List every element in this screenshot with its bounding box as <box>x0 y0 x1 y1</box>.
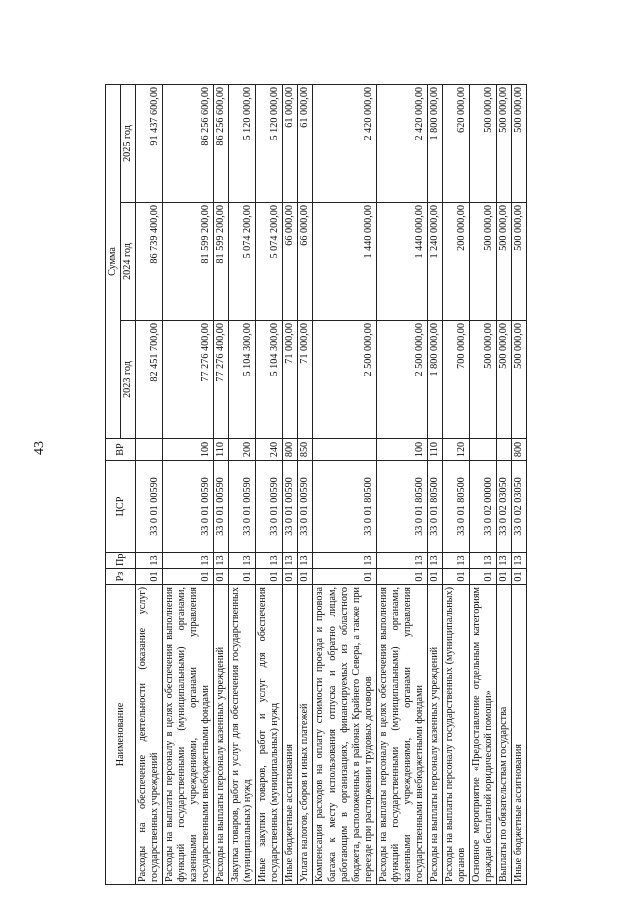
cell-name: Уплата налогов, сборов и иных платежей <box>298 585 313 885</box>
cell-vr <box>496 439 511 461</box>
cell-2023: 71 000,00 <box>283 321 298 439</box>
cell-2024: 5 074 200,00 <box>256 203 283 321</box>
rotated-page-content <box>105 85 575 885</box>
cell-vr: 110 <box>427 439 442 461</box>
cell-2025: 86 256 600,00 <box>163 84 214 202</box>
cell-vr: 800 <box>283 439 298 461</box>
cell-rz: 01 <box>496 569 511 585</box>
cell-rz: 01 <box>214 569 229 585</box>
table-header <box>106 84 136 884</box>
table-row <box>283 84 298 884</box>
cell-2023: 500 000,00 <box>469 321 496 439</box>
cell-rz: 01 <box>163 569 214 585</box>
table-row <box>163 84 214 884</box>
cell-2025: 5 120 000,00 <box>229 84 256 202</box>
cell-csr: 33 0 01 00590 <box>298 461 313 553</box>
table-row <box>214 84 229 884</box>
header-2023: 2023 год <box>121 321 136 439</box>
cell-name: Иные закупки товаров, работ и услуг для обеспечения государственных (муниципальных) нужд <box>256 585 283 885</box>
cell-2024: 500 000,00 <box>511 203 526 321</box>
cell-rz: 01 <box>229 569 256 585</box>
cell-name: Иные бюджетные ассигнования <box>283 585 298 885</box>
cell-2025: 61 000,00 <box>283 84 298 202</box>
cell-vr: 100 <box>376 439 427 461</box>
header-vr: ВР <box>106 439 136 461</box>
cell-pr: 13 <box>313 553 376 569</box>
cell-pr: 13 <box>256 553 283 569</box>
cell-name: Расходы на выплаты персоналу казенных учреждений <box>427 585 442 885</box>
cell-name: Расходы на выплаты персоналу в целях обеспечения выполнения функций государственными (муниципальными) органами, казенными учреждениями, органами управления государственными внебюджетными фондами <box>163 585 214 885</box>
cell-2025: 500 000,00 <box>469 84 496 202</box>
cell-2023: 1 800 000,00 <box>427 321 442 439</box>
table-body <box>136 84 527 884</box>
cell-2025: 2 420 000,00 <box>313 84 376 202</box>
cell-2023: 71 000,00 <box>298 321 313 439</box>
header-csr: ЦСР <box>106 461 136 553</box>
cell-2025: 86 256 600,00 <box>214 84 229 202</box>
cell-csr: 33 0 01 80500 <box>376 461 427 553</box>
cell-2025: 61 000,00 <box>298 84 313 202</box>
cell-2023: 500 000,00 <box>496 321 511 439</box>
cell-2023: 700 000,00 <box>442 321 469 439</box>
cell-2024: 81 599 200,00 <box>214 203 229 321</box>
cell-csr: 33 0 01 00590 <box>229 461 256 553</box>
cell-rz: 01 <box>511 569 526 585</box>
header-2024: 2024 год <box>121 203 136 321</box>
cell-name: Расходы на выплаты персоналу в целях обеспечения выполнения функций государственными (муниципальными) органами, казенными учреждениями, органами управления государственными внебюджетными фондами <box>376 585 427 885</box>
cell-pr: 13 <box>229 553 256 569</box>
cell-vr <box>313 439 376 461</box>
cell-pr: 13 <box>163 553 214 569</box>
cell-vr: 110 <box>214 439 229 461</box>
cell-name: Основное мероприятие «Предоставление отдельным категориям граждан бесплатной юридической помощи» <box>469 585 496 885</box>
cell-2025: 2 420 000,00 <box>376 84 427 202</box>
table-row <box>313 84 376 884</box>
cell-2025: 500 000,00 <box>496 84 511 202</box>
cell-csr: 33 0 01 00590 <box>163 461 214 553</box>
header-2025: 2025 год <box>121 84 136 202</box>
cell-2023: 77 276 400,00 <box>163 321 214 439</box>
cell-2024: 86 739 400,00 <box>136 203 163 321</box>
cell-2023: 82 451 700,00 <box>136 321 163 439</box>
cell-vr <box>136 439 163 461</box>
header-sum: Сумма <box>106 84 121 438</box>
cell-csr: 33 0 01 80500 <box>442 461 469 553</box>
cell-pr: 13 <box>469 553 496 569</box>
cell-csr: 33 0 01 00590 <box>214 461 229 553</box>
cell-pr: 13 <box>496 553 511 569</box>
cell-2024: 66 000,00 <box>298 203 313 321</box>
cell-2023: 77 276 400,00 <box>214 321 229 439</box>
cell-2024: 5 074 200,00 <box>229 203 256 321</box>
cell-vr: 120 <box>442 439 469 461</box>
cell-2025: 91 437 600,00 <box>136 84 163 202</box>
cell-vr: 800 <box>511 439 526 461</box>
page-number: 43 <box>32 441 47 455</box>
cell-pr: 13 <box>376 553 427 569</box>
cell-name: Выплаты по обязательствам государства <box>496 585 511 885</box>
cell-rz: 01 <box>298 569 313 585</box>
cell-rz: 01 <box>442 569 469 585</box>
table-row <box>256 84 283 884</box>
table-row <box>427 84 442 884</box>
cell-2024: 66 000,00 <box>283 203 298 321</box>
cell-csr: 33 0 01 80500 <box>313 461 376 553</box>
table-row <box>496 84 511 884</box>
cell-2023: 2 500 000,00 <box>313 321 376 439</box>
cell-vr: 100 <box>163 439 214 461</box>
cell-pr: 13 <box>136 553 163 569</box>
cell-2024: 500 000,00 <box>469 203 496 321</box>
cell-vr <box>469 439 496 461</box>
cell-name: Иные бюджетные ассигнования <box>511 585 526 885</box>
cell-pr: 13 <box>283 553 298 569</box>
cell-csr: 33 0 01 00590 <box>256 461 283 553</box>
cell-2025: 500 000,00 <box>511 84 526 202</box>
cell-csr: 33 0 01 80500 <box>427 461 442 553</box>
cell-2024: 1 240 000,00 <box>427 203 442 321</box>
cell-name: Расходы на выплаты персоналу казенных учреждений <box>214 585 229 885</box>
cell-rz: 01 <box>313 569 376 585</box>
cell-2025: 5 120 000,00 <box>256 84 283 202</box>
table-row <box>376 84 427 884</box>
cell-2023: 5 104 300,00 <box>229 321 256 439</box>
table-row <box>442 84 469 884</box>
cell-rz: 01 <box>376 569 427 585</box>
cell-2024: 81 599 200,00 <box>163 203 214 321</box>
cell-2025: 1 800 000,00 <box>427 84 442 202</box>
cell-2023: 5 104 300,00 <box>256 321 283 439</box>
cell-rz: 01 <box>136 569 163 585</box>
cell-csr: 33 0 02 00000 <box>469 461 496 553</box>
cell-rz: 01 <box>283 569 298 585</box>
cell-csr: 33 0 01 00590 <box>136 461 163 553</box>
header-name: Наименование <box>106 585 136 885</box>
cell-2024: 200 000,00 <box>442 203 469 321</box>
cell-vr: 240 <box>256 439 283 461</box>
table-row <box>229 84 256 884</box>
cell-csr: 33 0 02 03050 <box>511 461 526 553</box>
cell-name: Закупка товаров, работ и услуг для обеспечения государственных (муниципальных) нужд <box>229 585 256 885</box>
cell-vr: 200 <box>229 439 256 461</box>
budget-table <box>105 84 527 885</box>
cell-rz: 01 <box>469 569 496 585</box>
cell-pr: 13 <box>427 553 442 569</box>
cell-csr: 33 0 02 03050 <box>496 461 511 553</box>
cell-2024: 1 440 000,00 <box>376 203 427 321</box>
header-pr: Пр <box>106 553 136 569</box>
cell-rz: 01 <box>256 569 283 585</box>
cell-pr: 13 <box>214 553 229 569</box>
cell-2023: 500 000,00 <box>511 321 526 439</box>
cell-pr: 13 <box>442 553 469 569</box>
table-row <box>469 84 496 884</box>
table-row <box>298 84 313 884</box>
cell-rz: 01 <box>427 569 442 585</box>
cell-pr: 13 <box>298 553 313 569</box>
cell-pr: 13 <box>511 553 526 569</box>
cell-vr: 850 <box>298 439 313 461</box>
cell-name: Расходы на обеспечение деятельности (оказание услуг) государственных учреждений <box>136 585 163 885</box>
cell-name: Расходы на выплаты персоналу государственных (муниципальных) органов <box>442 585 469 885</box>
table-row <box>136 84 163 884</box>
cell-2024: 500 000,00 <box>496 203 511 321</box>
cell-csr: 33 0 01 00590 <box>283 461 298 553</box>
cell-name: Компенсация расходов на оплату стоимости проезда и провоза багажа к месту использования отпуска и обратно лицам, работающим в организациях, финансируемых из областного бюджета, расположенных в районах Крайнего Севера, а также при переезде при расторжении трудовых договоров <box>313 585 376 885</box>
cell-2023: 2 500 000,00 <box>376 321 427 439</box>
header-rz: Рз <box>106 569 136 585</box>
cell-2024: 1 440 000,00 <box>313 203 376 321</box>
table-row <box>511 84 526 884</box>
cell-2025: 620 000,00 <box>442 84 469 202</box>
